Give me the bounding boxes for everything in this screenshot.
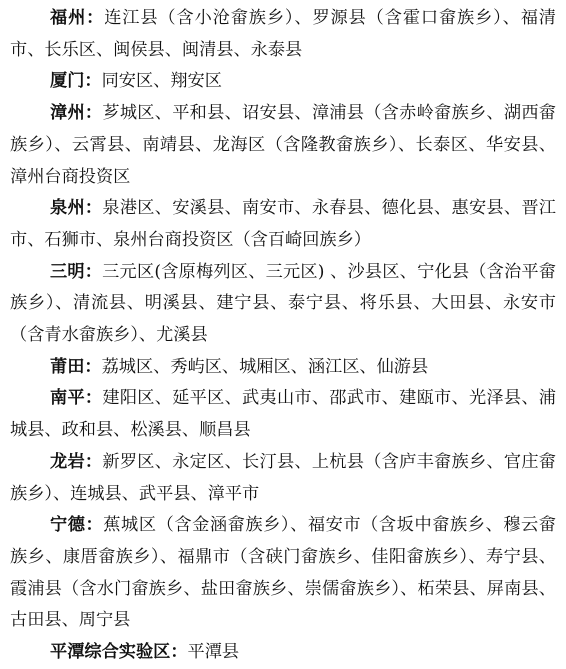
entry-longyan xyxy=(10,447,556,510)
district-list: 同安区、翔安区 xyxy=(101,71,222,92)
district-list: 三元区(含原梅列区、三元区) 、沙县区、宁化县（含治平畲族乡）、清流县、明溪县、建宁县、泰宁县、将乐县、大田县、永安市（含青水畲族乡）、尤溪县 xyxy=(10,261,556,346)
district-list: 荔城区、秀屿区、城厢区、涵江区、仙游县 xyxy=(101,356,429,377)
district-list: 泉港区、安溪县、南安市、永春县、德化县、惠安县、晋江市、石狮市、泉州台商投资区（含百崎回族乡） xyxy=(10,198,556,250)
city-name: 龙岩： xyxy=(50,451,103,472)
city-name: 南平： xyxy=(50,388,103,409)
entry-sanming xyxy=(10,257,556,352)
district-list: 建阳区、延平区、武夷山市、邵武市、建瓯市、光泽县、浦城县、政和县、松溪县、顺昌县 xyxy=(10,388,556,441)
entry-nanping xyxy=(10,383,556,446)
district-list: 连江县（含小沧畲族乡）、罗源县（含霍口畲族乡）、福清市、长乐区、闽侯县、闽清县、永泰县 xyxy=(10,8,556,60)
entry-zhangzhou xyxy=(10,98,556,193)
city-name: 三明： xyxy=(50,261,103,282)
district-list: 新罗区、永定区、长汀县、上杭县（含庐丰畲族乡、官庄畲族乡）、连城县、武平县、漳平市 xyxy=(10,451,556,504)
city-name: 漳州： xyxy=(50,103,103,124)
district-list: 平潭县 xyxy=(187,642,240,663)
city-name: 平潭综合实验区： xyxy=(50,642,188,663)
city-name: 厦门： xyxy=(50,71,102,92)
entry-pingtan xyxy=(10,637,556,669)
city-name: 宁德： xyxy=(50,515,104,536)
city-name: 莆田： xyxy=(50,356,102,377)
district-list: 蕉城区（含金涵畲族乡）、福安市（含坂中畲族乡、穆云畲族乡、康厝畲族乡）、福鼎市（含硖门畲族乡、佳阳畲族乡）、寿宁县、霞浦县（含水门畲族乡、盐田畲族乡、崇儒畲族乡）、柘荣县、屏南县、古田县、周宁县 xyxy=(10,515,556,631)
entry-xiamen xyxy=(10,66,556,98)
entry-ningde xyxy=(10,510,556,637)
city-name: 泉州： xyxy=(50,198,103,219)
entry-fuzhou xyxy=(10,3,556,66)
entry-putian xyxy=(10,352,556,384)
entry-quanzhou xyxy=(10,193,556,256)
district-list: 芗城区、平和县、诏安县、漳浦县（含赤岭畲族乡、湖西畲族乡）、云霄县、南靖县、龙海区（含隆教畲族乡）、长泰区、华安县、漳州台商投资区 xyxy=(10,103,556,187)
city-name: 福州： xyxy=(50,8,105,28)
